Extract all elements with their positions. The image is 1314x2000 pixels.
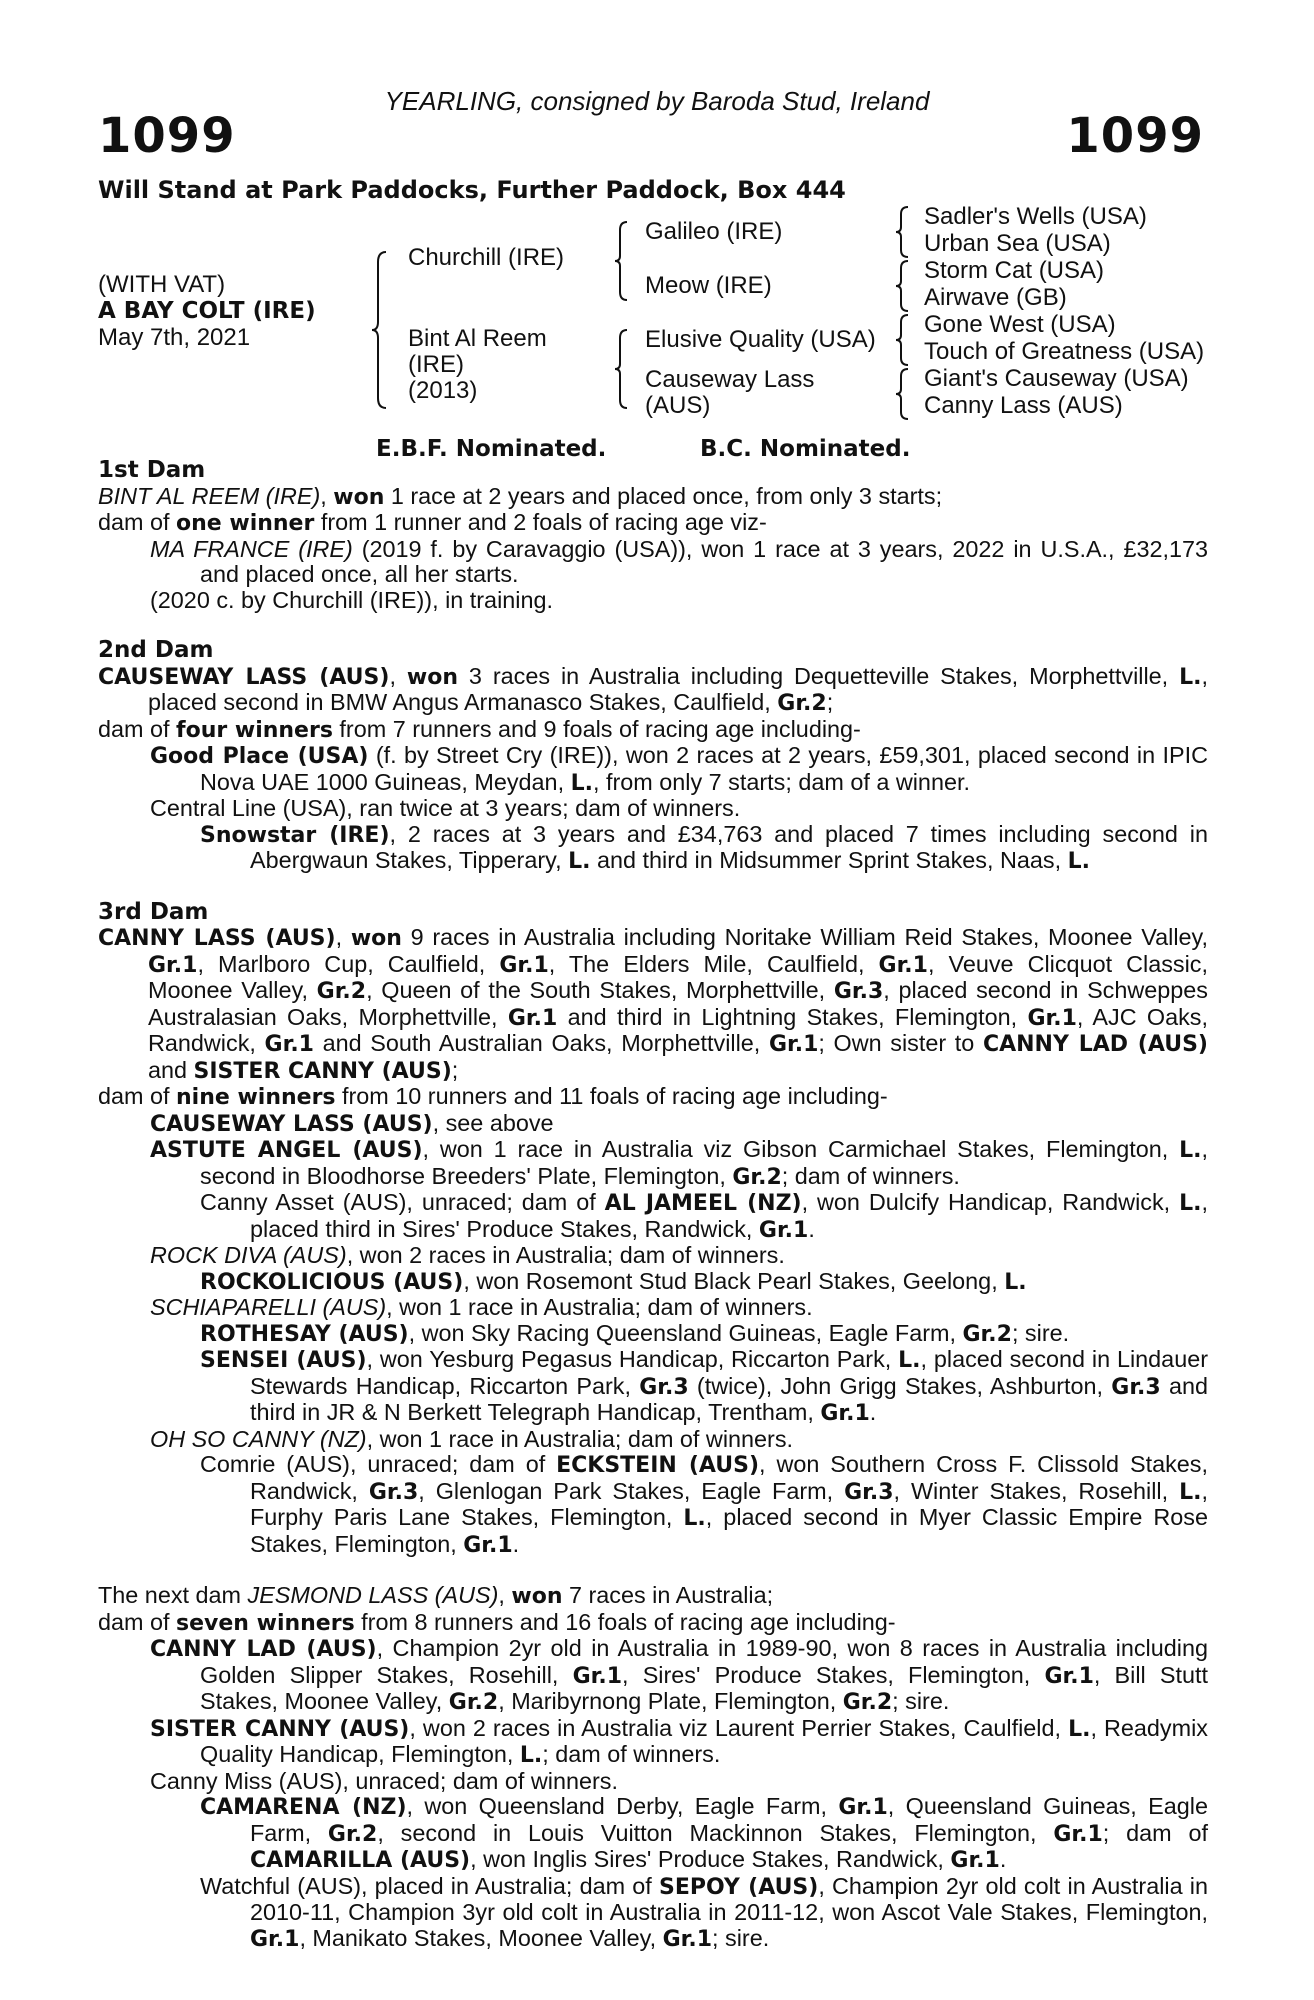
pedigree-bracket-dam: [614, 328, 630, 410]
pedigree-g4-1: Sadler's Wells (USA): [924, 203, 1147, 230]
first-dam-entry: BINT AL REEM (IRE), won 1 race at 2 years and placed once, from only 3 starts;: [98, 482, 943, 510]
produce-good-place: Good Place (USA) (f. by Street Cry (IRE)), won 2 races at 2 years, £59,301, placed second in IPIC Nova UAE 1000 Guineas, Meydan, L., from only 7 starts; dam of a winner.: [150, 742, 1209, 796]
catalogue-body: [98, 458, 1208, 1952]
produce-sister-canny: SISTER CANNY (AUS), won 2 races in Australia viz Laurent Perrier Stakes, Caulfield, L., Readymix Quality Handicap, Flemington, L.; dam of winners.: [150, 1714, 1208, 1768]
pedigree-sire-sire: Galileo (IRE): [645, 218, 783, 245]
produce-canny-lad: CANNY LAD (AUS), Champion 2yr old in Australia in 1989-90, won 8 races in Australia including Golden Slipper Stakes, Rosehill, Gr.1, Sires' Produce Stakes, Flemington, Gr.1, Bill Stutt Stakes, Moonee Valley, Gr.2, Maribyrnong Plate, Flemington, Gr.2; sire.: [150, 1635, 1208, 1715]
pedigree-g4-6: Touch of Greatness (USA): [924, 338, 1205, 365]
pedigree-bracket-1: [370, 250, 390, 410]
next-dam-entry: The next dam JESMOND LASS (AUS), won 7 races in Australia;: [98, 1582, 774, 1609]
vat-note: (WITH VAT): [98, 271, 226, 298]
third-dam-heading: 3rd Dam: [98, 898, 209, 925]
first-dam-heading: 1st Dam: [98, 457, 206, 483]
pedigree-sire-dam: Meow (IRE): [645, 272, 772, 299]
first-dam-produce-summary: dam of one winner from 1 runner and 2 foals of racing age viz-: [98, 509, 767, 536]
produce-canny-miss: Canny Miss (AUS), unraced; dam of winners.: [150, 1767, 618, 1794]
next-dam-produce-summary: dam of seven winners from 8 runners and 16 foals of racing age including-: [98, 1608, 896, 1636]
pedigree-bracket-sire: [614, 220, 630, 302]
pedigree-sire: Churchill (IRE): [408, 244, 565, 271]
produce-snowstar: Snowstar (IRE), 2 races at 3 years and £34,763 and placed 7 times including second in Abergwaun Stakes, Tipperary, L. and third in Midsummer Sprint Stakes, Naas, L.: [200, 820, 1208, 874]
pedigree-g4-7: Giant's Causeway (USA): [924, 365, 1189, 392]
produce-astute-angel: ASTUTE ANGEL (AUS), won 1 race in Australia viz Gibson Carmichael Stakes, Flemington, L., second in Bloodhorse Breeders' Plate, Flemington, Gr.2; dam of winners.: [150, 1136, 1208, 1190]
consignment-line: YEARLING, consigned by Baroda Stud, Ireland: [384, 86, 930, 116]
produce-central-line: Central Line (USA), ran twice at 3 years; dam of winners.: [150, 795, 741, 821]
second-dam-heading: 2nd Dam: [98, 637, 214, 663]
pedigree-g4-5: Gone West (USA): [924, 311, 1116, 338]
foaling-date: May 7th, 2021: [98, 324, 251, 351]
produce-oh-so-canny: OH SO CANNY (NZ), won 1 race in Australia; dam of winners.: [150, 1425, 794, 1452]
pedigree-g4-3: Storm Cat (USA): [924, 257, 1105, 284]
pedigree-bracket-g4-4: [895, 367, 911, 421]
horse-name: A BAY COLT (IRE): [98, 298, 316, 324]
produce-canny-asset: Canny Asset (AUS), unraced; dam of AL JAMEEL (NZ), won Dulcify Handicap, Randwick, L., placed third in Sires' Produce Stakes, Randwick, Gr.1.: [200, 1189, 1208, 1243]
stand-location: Will Stand at Park Paddocks, Further Paddock, Box 444: [98, 176, 846, 204]
lot-number-right: 1099: [1066, 108, 1204, 164]
pedigree-g4-2: Urban Sea (USA): [924, 230, 1111, 257]
lot-number-left: 1099: [98, 108, 236, 164]
pedigree-dam-sire: Elusive Quality (USA): [645, 326, 876, 353]
produce-rockolicious: ROCKOLICIOUS (AUS), won Rosemont Stud Black Pearl Stakes, Geelong, L.: [200, 1267, 1027, 1295]
produce-watchful: Watchful (AUS), placed in Australia; dam of SEPOY (AUS), Champion 2yr old colt in Australia in 2010-11, Champion 3yr old colt in Australia in 2011-12, won Ascot Vale Stakes, Flemington, Gr.1, Manikato Stakes, Moonee Valley, Gr.1; sire.: [200, 1872, 1208, 1952]
produce-camarena: CAMARENA (NZ), won Queensland Derby, Eagle Farm, Gr.1, Queensland Guineas, Eagle Farm, Gr.2, second in Louis Vuitton Mackinnon Stakes, Flemington, Gr.1; dam of CAMARILLA (AUS), won Inglis Sires' Produce Stakes, Randwick, Gr.1.: [200, 1793, 1208, 1873]
pedigree-dam-line3: (2013): [408, 377, 478, 404]
pedigree-bracket-g4-3: [895, 313, 911, 367]
produce-ma-france: MA FRANCE (IRE) (2019 f. by Caravaggio (USA)), won 1 race at 3 years, 2022 in U.S.A., £32,173 and placed once, all her starts.: [150, 535, 1209, 587]
produce-causeway-lass: CAUSEWAY LASS (AUS), see above: [150, 1109, 554, 1137]
pedigree-bracket-g4-1: [895, 205, 911, 259]
third-dam-entry: CANNY LASS (AUS), won 9 races in Australia including Noritake William Reid Stakes, Moonee Valley, Gr.1, Marlboro Cup, Caulfield, Gr.1, The Elders Mile, Caulfield, Gr.1, Veuve Clicquot Classic, Moonee Valley, Gr.2, Queen of the South Stakes, Morphettville, Gr.3, placed second in Schweppes Australasian Oaks, Morphettville, Gr.1 and third in Lightning Stakes, Flemington, Gr.1, AJC Oaks, Randwick, Gr.1 and South Australian Oaks, Morphettville, Gr.1; Own sister to CANNY LAD (AUS) and SISTER CANNY (AUS);: [98, 924, 1208, 1084]
pedigree-dam-dam-line1: Causeway Lass: [645, 366, 815, 393]
produce-rothesay: ROTHESAY (AUS), won Sky Racing Queensland Guineas, Eagle Farm, Gr.2; sire.: [200, 1319, 1070, 1347]
second-dam-entry: CAUSEWAY LASS (AUS), won 3 races in Australia including Dequetteville Stakes, Morphettville, L., placed second in BMW Angus Armanasco Stakes, Caulfield, Gr.2;: [98, 662, 1208, 716]
produce-sensei: SENSEI (AUS), won Yesburg Pegasus Handicap, Riccarton Park, L., placed second in Lindauer Stewards Handicap, Riccarton Park, Gr.3 (twice), John Grigg Stakes, Ashburton, Gr.3 and third in JR & N Berkett Telegraph Handicap, Trentham, Gr.1.: [200, 1346, 1209, 1426]
produce-2020-colt: (2020 c. by Churchill (IRE)), in training.: [150, 586, 553, 613]
pedigree-dam-line1: Bint Al Reem: [408, 325, 547, 352]
produce-rock-diva: ROCK DIVA (AUS), won 2 races in Australia; dam of winners.: [150, 1242, 785, 1268]
pedigree-g4-4: Airwave (GB): [924, 284, 1067, 311]
second-dam-produce-summary: dam of four winners from 7 runners and 9 foals of racing age including-: [98, 715, 861, 743]
pedigree-g4-8: Canny Lass (AUS): [924, 392, 1123, 419]
ebf-nomination: E.B.F. Nominated.: [376, 436, 607, 462]
bc-nomination: B.C. Nominated.: [700, 436, 911, 462]
pedigree-dam-dam-line2: (AUS): [645, 392, 711, 419]
third-dam-produce-summary: dam of nine winners from 10 runners and 11 foals of racing age including-: [98, 1083, 888, 1110]
pedigree-dam-line2: (IRE): [408, 351, 464, 378]
pedigree-bracket-g4-2: [895, 259, 911, 313]
produce-comrie: Comrie (AUS), unraced; dam of ECKSTEIN (AUS), won Southern Cross F. Clissold Stakes, Randwick, Gr.3, Glenlogan Park Stakes, Eagle Farm, Gr.3, Winter Stakes, Rosehill, L., Furphy Paris Lane Stakes, Flemington, L., placed second in Myer Classic Empire Rose Stakes, Flemington, Gr.1.: [200, 1451, 1208, 1558]
produce-schiaparelli: SCHIAPARELLI (AUS), won 1 race in Australia; dam of winners.: [150, 1294, 813, 1320]
